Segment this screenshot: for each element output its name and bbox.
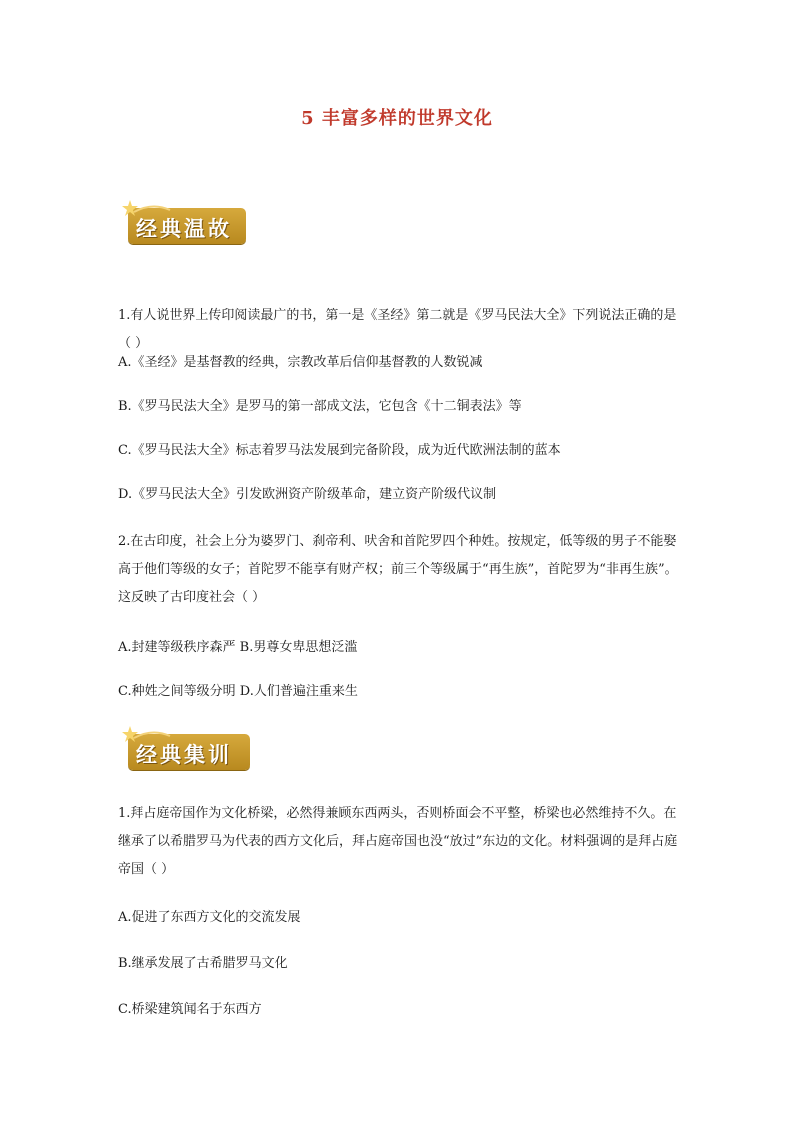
question-1-option-d: D.《罗马民法大全》引发欧洲资产阶级革命，建立资产阶级代议制 <box>118 487 497 502</box>
training-question-1-option-b: B.继承发展了古希腊罗马文化 <box>118 956 288 971</box>
question-1-option-a: A.《圣经》是基督教的经典，宗教改革后信仰基督教的人数锐减 <box>118 355 483 370</box>
question-2-stem: 2.在古印度，社会上分为婆罗门、刹帝利、吠舍和首陀罗四个种姓。按规定，低等级的男子不能娶高于他们等级的女子；首陀罗不能享有财产权；前三个等级属于“再生族”，首陀罗为“非再生族”。这反映了古印度社会（ ） <box>118 534 678 605</box>
question-1-option-c: C.《罗马民法大全》标志着罗马法发展到完备阶段，成为近代欧洲法制的蓝本 <box>118 443 561 458</box>
section-banner-review <box>128 208 246 244</box>
question-1-stem: 1.有人说世界上传印阅读最广的书，第一是《圣经》第二就是《罗马民法大全》下列说法正确的是（ ） <box>118 308 677 351</box>
question-2-options-row1: A.封建等级秩序森严 B.男尊女卑思想泛滥 <box>118 640 358 655</box>
training-question-1-option-a: A.促进了东西方文化的交流发展 <box>118 910 301 925</box>
training-question-1-stem: 1.拜占庭帝国作为文化桥梁，必然得兼顾东西两头，否则桥面会不平整，桥梁也必然维持不久。在继承了以希腊罗马为代表的西方文化后，拜占庭帝国也没“放过”东边的文化。材料强调的是拜占庭帝国（ ） <box>118 806 678 877</box>
banner-label: 经典温故 <box>136 217 232 241</box>
section-banner-training <box>128 734 250 770</box>
banner-label: 经典集训 <box>136 743 232 767</box>
question-1-option-b: B.《罗马民法大全》是罗马的第一部成文法，它包含《十二铜表法》等 <box>118 399 522 414</box>
training-question-1-option-c: C.桥梁建筑闻名于东西方 <box>118 1002 262 1017</box>
question-2-options-row2: C.种姓之间等级分明 D.人们普遍注重来生 <box>118 684 358 699</box>
page-title: 5 丰富多样的世界文化 <box>301 108 493 129</box>
